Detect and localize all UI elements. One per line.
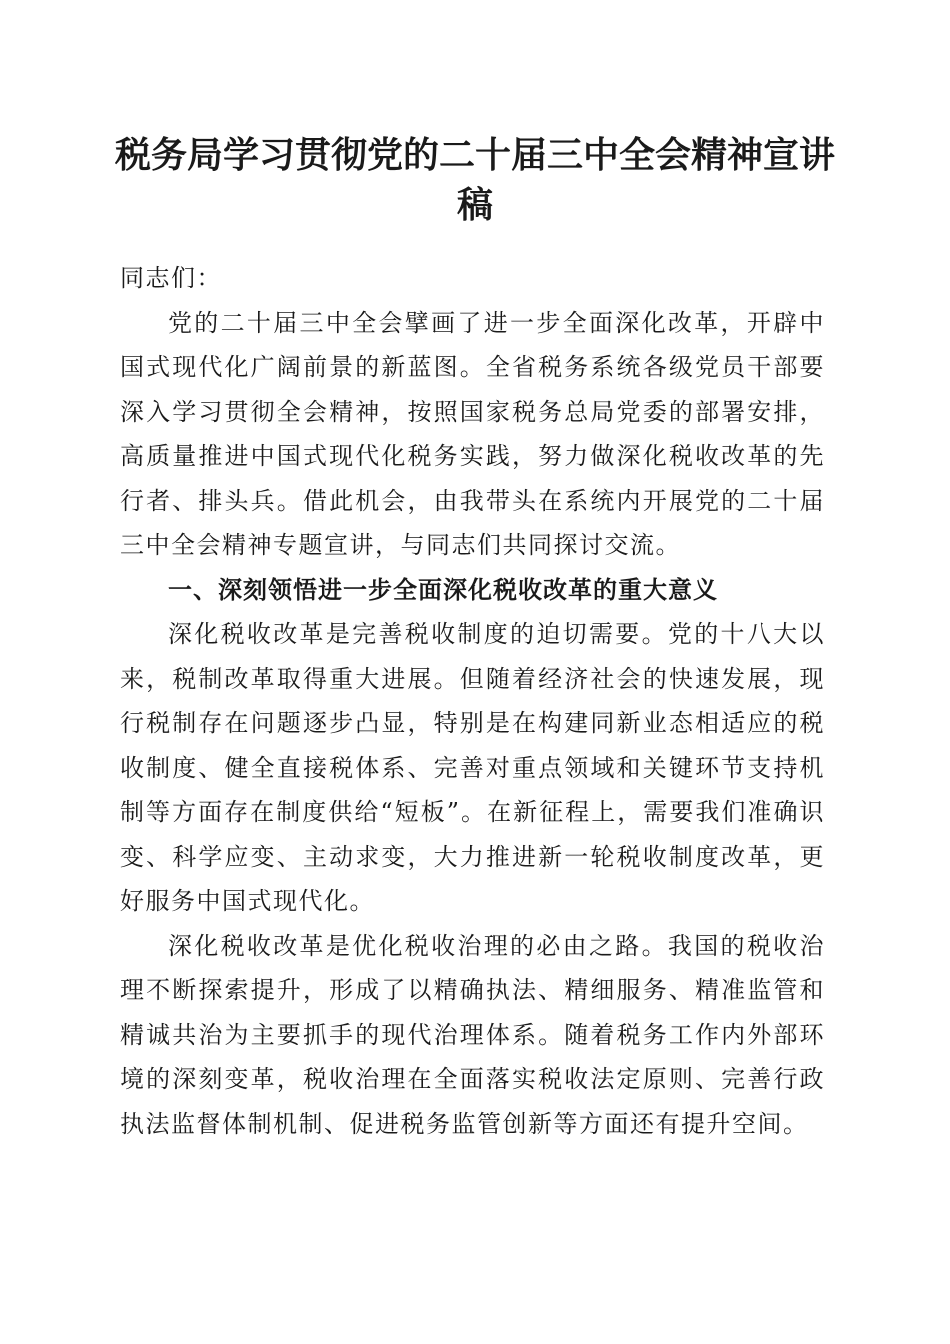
body-paragraph: 深化税收改革是完善税收制度的迫切需要。党的十八大以来，税制改革取得重大进展。但随着经济社会的快速发展，现行税制存在问题逐步凸显，特别是在构建同新业态相适应的税收制度、健全直接税体系、完善对重点领域和关键环节支持机制等方面存在制度供给“短板”。在新征程上，需要我们准确识变、科学应变、主动求变，大力推进新一轮税收制度改革，更好服务中国式现代化。 <box>120 620 825 915</box>
document-body <box>120 256 825 1146</box>
intro-paragraph: 党的二十届三中全会擘画了进一步全面深化改革，开辟中国式现代化广阔前景的新蓝图。全省税务系统各级党员干部要深入学习贯彻全会精神，按照国家税务总局党委的部署安排，高质量推进中国式现代化税务实践，努力做深化税收改革的先行者、排头兵。借此机会，由我带头在系统内开展党的二十届三中全会精神专题宣讲，与同志们共同探讨交流。 <box>120 308 825 559</box>
section-heading: 一、深刻领悟进一步全面深化税收改革的重大意义 <box>168 575 718 604</box>
greeting: 同志们： <box>120 264 222 292</box>
document-title: 税务局学习贯彻党的二十届三中全会精神宣讲稿 <box>114 134 835 226</box>
body-paragraph: 深化税收改革是优化税收治理的必由之路。我国的税收治理不断探索提升，形成了以精确执法、精细服务、精准监管和精诚共治为主要抓手的现代治理体系。随着税务工作内外部环境的深刻变革，税收治理在全面落实税收法定原则、完善行政执法监督体制机制、促进税务监管创新等方面还有提升空间。 <box>120 931 825 1138</box>
